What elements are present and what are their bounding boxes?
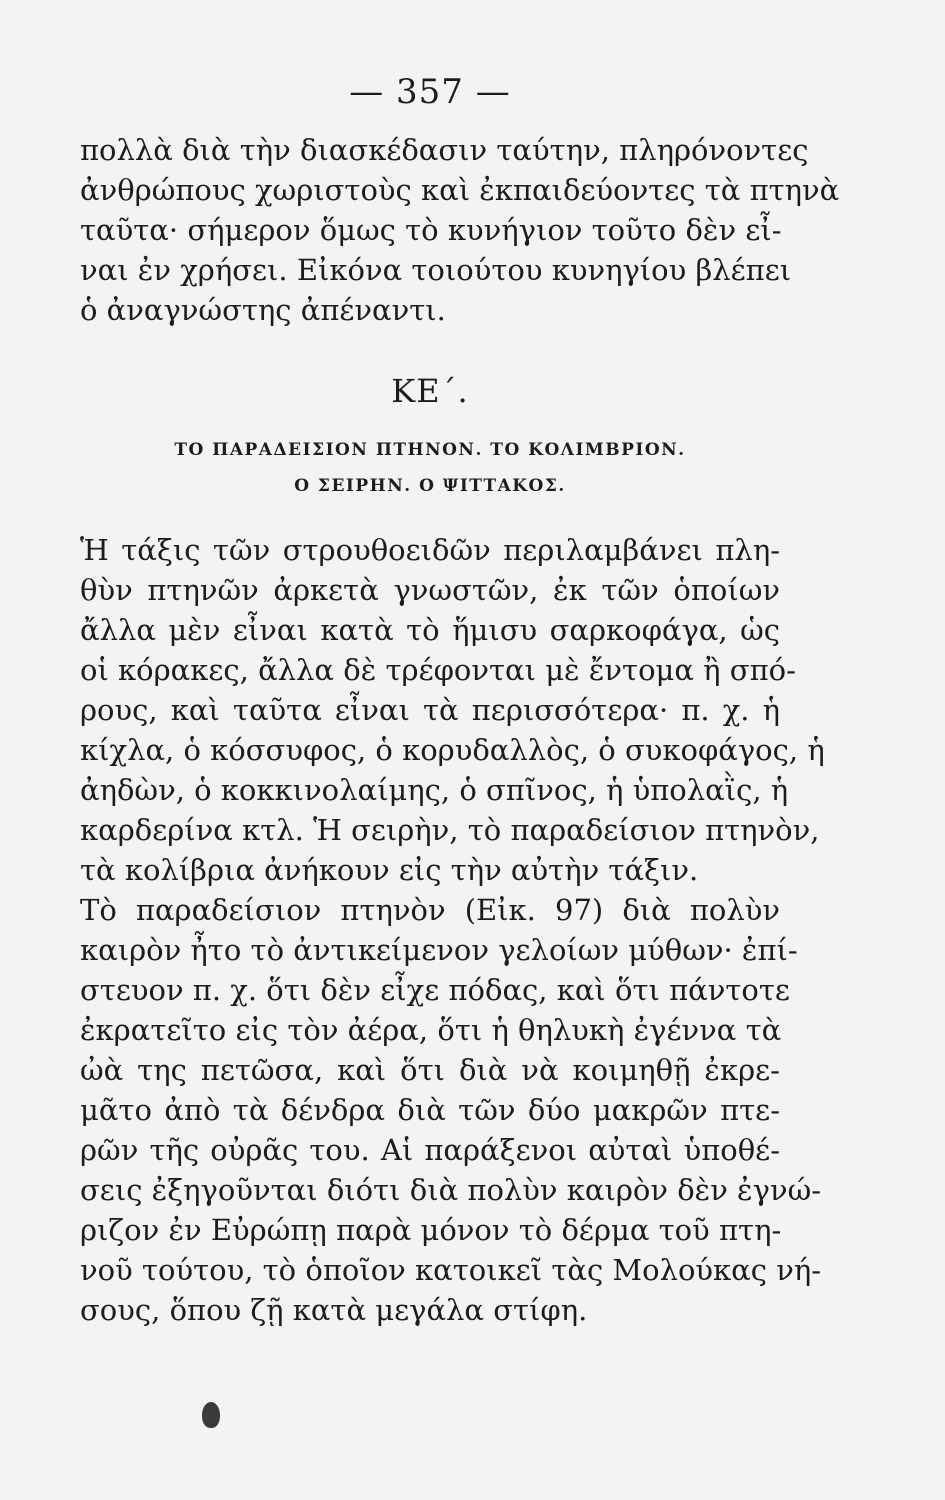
chapter-number: ΚΕ΄. — [391, 372, 469, 410]
text-line: ρῶν τῆς οὐρᾶς του. Αἱ παράξενοι αὐταὶ ὑποθέ- — [80, 1133, 780, 1167]
text-line: ριζον ἐν Εὐρώπῃ παρὰ μόνον τὸ δέρμα τοῦ πτη- — [80, 1213, 782, 1247]
text-line: στευον π. χ. ὅτι δὲν εἶχε πόδας, καὶ ὅτι πάντοτε — [80, 973, 790, 1007]
text-line: μᾶτο ἀπὸ τὰ δένδρα διὰ τῶν δύο μακρῶν πτε- — [80, 1093, 780, 1127]
text-line: ἀνθρώπους χωριστοὺς καὶ ἐκπαιδεύοντες τὰ πτηνὰ — [80, 173, 840, 207]
text-line: ὠὰ της πετῶσα, καὶ ὅτι διὰ νὰ κοιμηθῇ ἐκρε- — [80, 1053, 780, 1087]
text-line: οἱ κόρακες, ἄλλα δὲ τρέφονται μὲ ἔντομα ἢ σπό- — [80, 653, 796, 687]
text-line: καιρὸν ἦτο τὸ ἀντικείμενον γελοίων μύθων· ἐπί- — [80, 933, 798, 967]
text-line: θὺν πτηνῶν ἀρκετὰ γνωστῶν, ἐκ τῶν ὁποίων — [80, 573, 780, 607]
text-line: σους, ὅπου ζῇ κατὰ μεγάλα στίφη. — [80, 1293, 588, 1327]
page-number: — 357 — — [349, 72, 511, 112]
text-line: Ἡ τάξις τῶν στρουθοειδῶν περιλαμβάνει πλη- — [80, 533, 780, 567]
text-line: σεις ἐξηγοῦνται διότι διὰ πολὺν καιρὸν δὲν ἐγνώ- — [80, 1173, 822, 1207]
chapter-heading-line-1: ΤΟ ΠΑΡΑΔΕΙΣΙΟΝ ΠΤΗΝΟΝ. ΤΟ ΚΟΛΙΜΒΡΙΟΝ. — [174, 440, 686, 460]
text-line: ἀηδὼν, ὁ κοκκινολαίμης, ὁ σπῖνος, ἡ ὑπολαῒς, ἡ — [80, 773, 789, 807]
text-line: καρδερίνα κτλ. Ἡ σειρὴν, τὸ παραδείσιον πτηνὸν, — [80, 813, 820, 847]
text-line: ἐκρατεῖτο εἰς τὸν ἀέρα, ὅτι ἡ θηλυκὴ ἐγέννα τὰ — [80, 1013, 782, 1047]
text-line: νοῦ τούτου, τὸ ὁποῖον κατοικεῖ τὰς Μολούκας νή- — [80, 1253, 822, 1287]
text-line: ρους, καὶ ταῦτα εἶναι τὰ περισσότερα· π. χ. ἡ — [80, 693, 780, 727]
text-line: πολλὰ διὰ τὴν διασκέδασιν ταύτην, πληρόνοντες — [80, 133, 809, 167]
text-line: ὁ ἀναγνώστης ἀπέναντι. — [80, 293, 446, 327]
body-text — [80, 530, 825, 1330]
text-line: τὰ κολίβρια ἀνήκουν εἰς τὴν αὐτὴν τάξιν. — [80, 853, 699, 887]
intro-paragraph — [80, 130, 840, 330]
text-line: ἄλλα μὲν εἶναι κατὰ τὸ ἥμισυ σαρκοφάγα, ὡς — [80, 613, 780, 647]
text-line: ναι ἐν χρήσει. Εἰκόνα τοιούτου κυνηγίου βλέπει — [80, 253, 792, 287]
ink-spot — [202, 1402, 220, 1428]
text-line: ταῦτα· σήμερον ὅμως τὸ κυνήγιον τοῦτο δὲν εἶ- — [80, 213, 782, 247]
text-line: Τὸ παραδείσιον πτηνὸν (Εἰκ. 97) διὰ πολὺν — [80, 893, 780, 927]
chapter-heading-line-2: Ο ΣΕΙΡΗΝ. Ο ΨΙΤΤΑΚΟΣ. — [294, 476, 566, 496]
text-line: κίχλα, ὁ κόσσυφος, ὁ κορυδαλλὸς, ὁ συκοφάγος, ἡ — [80, 733, 825, 767]
